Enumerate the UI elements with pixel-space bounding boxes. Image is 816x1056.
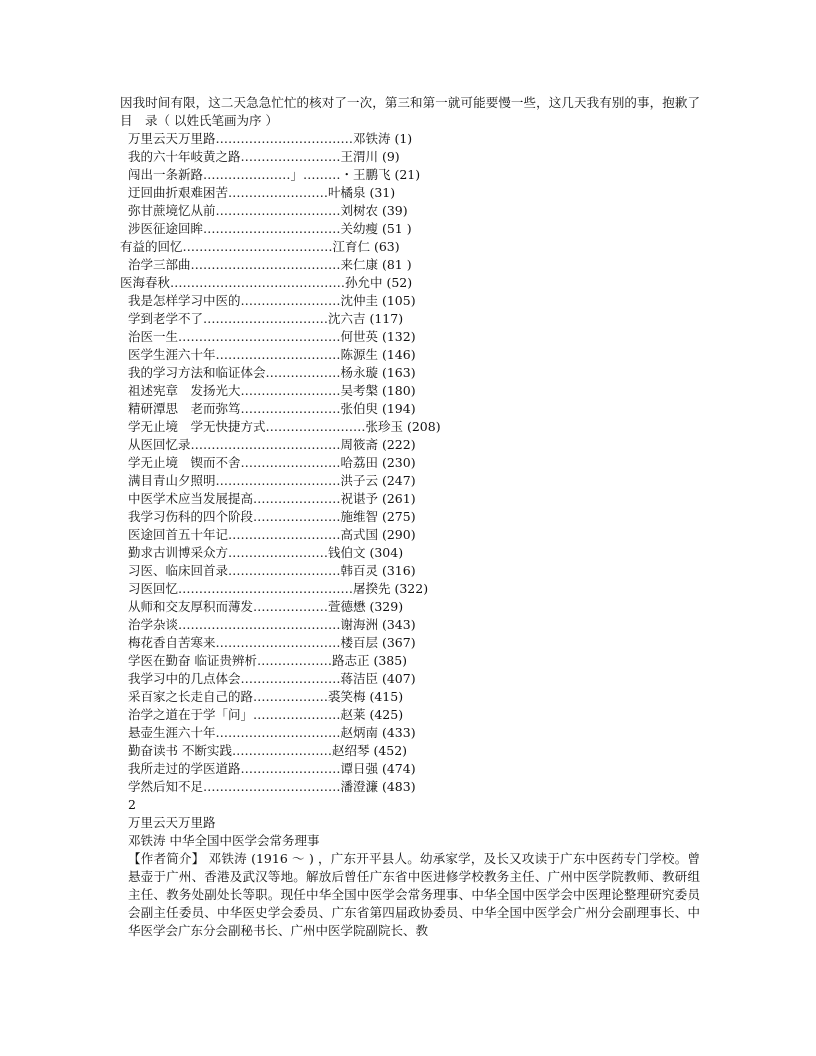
toc-entry: 勤求古训博采众方……………………钱伯文 (304) bbox=[128, 545, 404, 560]
toc-entry: 闯出一条新路…………………」………・王鹏飞 (21) bbox=[128, 167, 421, 182]
article-byline: 邓铁涛 中华全国中医学会常务理事 bbox=[128, 833, 320, 848]
toc-entry: 祖述宪章 发扬光大……………………吴考槃 (180) bbox=[128, 383, 416, 398]
toc-entry: 从医回忆录………………………………周筱斋 (222) bbox=[128, 437, 416, 452]
intro-paragraph: 因我时间有限，这二天急急忙忙的核对了一次，第三和第一就可能要慢一些，这几天我有别的事，抱歉了目 录（ 以姓氏笔画为序 ） bbox=[120, 95, 700, 128]
toc-entry: 医学生涯六十年…………………………陈源生 (146) bbox=[128, 347, 416, 362]
toc-entry: 弥甘蔗境忆从前…………………………刘树农 (39) bbox=[128, 203, 408, 218]
article-title: 万里云天万里路 bbox=[128, 815, 216, 830]
toc-entry: 医海春秋……………………………………孙允中 (52) bbox=[120, 275, 413, 290]
toc-entry: 我的学习方法和临证体会………………杨永璇 (163) bbox=[128, 365, 416, 380]
toc-entry: 悬壶生涯六十年…………………………赵炳南 (433) bbox=[128, 725, 416, 740]
toc-entry: 治学三部曲………………………………来仁康 (81 ) bbox=[128, 257, 412, 272]
toc-entry: 学到老学不了…………………………沈六吉 (117) bbox=[128, 311, 404, 326]
toc-entry: 勤奋读书 不断实践……………………赵绍琴 (452) bbox=[128, 743, 408, 758]
toc-entry: 中医学术应当发展提高…………………祝谌予 (261) bbox=[128, 491, 416, 506]
toc-entry: 精研潭思 老而弥笃……………………张伯臾 (194) bbox=[128, 401, 416, 416]
table-of-contents bbox=[120, 130, 700, 796]
toc-entry: 梅花香自苦寒来…………………………楼百层 (367) bbox=[128, 635, 416, 650]
toc-entry: 从师和交友厚积而薄发………………萱德懋 (329) bbox=[128, 599, 404, 614]
toc-entry: 治学之道在于学「问」…………………赵莱 (425) bbox=[128, 707, 404, 722]
toc-entry: 我所走过的学医道路……………………谭日强 (474) bbox=[128, 761, 416, 776]
toc-entry: 我的六十年岐黄之路……………………王渭川 (9) bbox=[128, 149, 400, 164]
toc-entry: 迂回曲折艰难困苦……………………叶橘泉 (31) bbox=[128, 185, 396, 200]
toc-entry: 习医、临床回首录………………………韩百灵 (316) bbox=[128, 563, 416, 578]
toc-entry: 治学杂谈…………………………………谢海洲 (343) bbox=[128, 617, 416, 632]
toc-entry: 我学习伤科的四个阶段…………………施维智 (275) bbox=[128, 509, 416, 524]
toc-entry: 我学习中的几点体会……………………蒋洁臣 (407) bbox=[128, 671, 416, 686]
toc-entry: 满目青山夕照明…………………………洪子云 (247) bbox=[128, 473, 416, 488]
toc-entry: 采百家之长走自己的路………………裘笑梅 (415) bbox=[128, 689, 404, 704]
toc-entry: 医途回首五十年记………………………高式国 (290) bbox=[128, 527, 416, 542]
toc-entry: 涉医征途回眸……………………………关幼瘦 (51 ) bbox=[128, 221, 412, 236]
toc-entry: 习医回忆……………………………………屠揆先 (322) bbox=[128, 581, 429, 596]
author-bio: 【作者简介】 邓铁涛 (1916 ～ ) ，广东开平县人。幼承家学，及长又攻读于广东中医药专门学校。曾悬壶于广州、香港及武汉等地。解放后曾任广东省中医进修学校教务主任、广州中医学院教师、教研组主任、教务处副处长等职。现任中华全国中医学会常务理事、中华全国中医学会中医理论整理研究委员会副主任委员、中华医史学会委员、广东省第四届政协委员、中华全国中医学会广州分会副理事长、中华医学会广东分会副秘书长、广州中医学院副院长、教 bbox=[128, 851, 700, 938]
toc-entry: 有益的回忆………………………………江育仁 (63) bbox=[120, 239, 400, 254]
toc-entry: 万里云天万里路……………………………邓铁涛 (1) bbox=[128, 131, 413, 146]
toc-entry: 学医在勤奋 临证贵辨析………………路志正 (385) bbox=[128, 653, 408, 668]
toc-entry: 治医一生…………………………………何世英 (132) bbox=[128, 329, 416, 344]
page-number: 2 bbox=[128, 797, 136, 812]
toc-entry: 学无止境 锲而不舍……………………哈荔田 (230) bbox=[128, 455, 416, 470]
toc-entry: 学无止境 学无快捷方式……………………张珍玉 (208) bbox=[128, 419, 441, 434]
toc-entry: 我是怎样学习中医的……………………沈仲圭 (105) bbox=[128, 293, 416, 308]
document-page bbox=[120, 94, 700, 940]
toc-entry: 学然后知不足……………………………潘澄濂 (483) bbox=[128, 779, 416, 794]
